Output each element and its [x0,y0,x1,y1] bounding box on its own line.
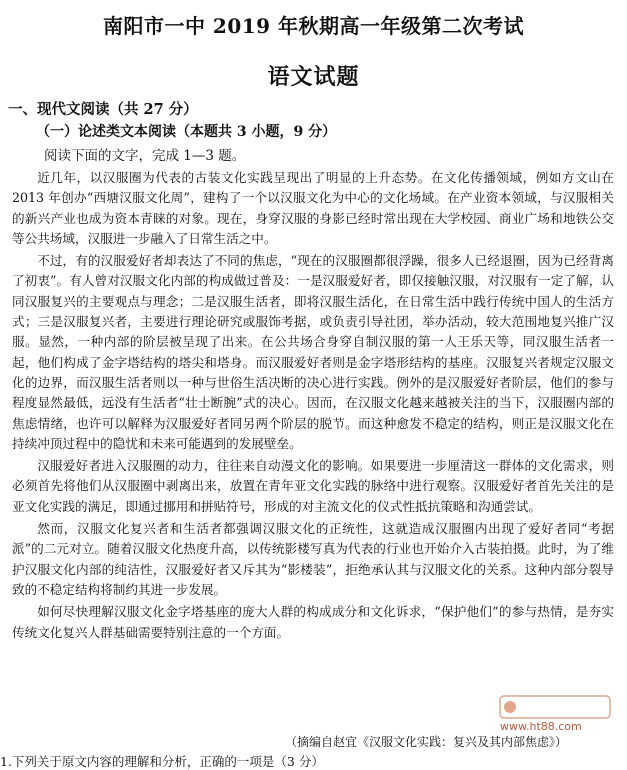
subsection-heading: （一）论述类文本阅读（本题共 3 小题，9 分） [36,124,337,140]
subject-title: 语文试题 [267,64,360,90]
question-1: 1.下列关于原文内容的理解和分析，正确的一项是（3 分） [0,754,324,769]
article-source: （摘编自赵宜《汉服文化实践：复兴及其内部焦虑》） [284,735,567,749]
section-heading: 一、现代文阅读（共 27 分） [8,101,198,118]
article-paragraph: 不过，有的汉服爱好者却表达了不同的焦虑，“现在的汉服圈都很浮躁，很多人已经退圈，因为已经背离了初衷”。有人曾对汉服文化内部的构成做过普及：一是汉服爱好者，即仅接触汉服，对汉服有一定了解，认同汉服复兴的主要观点与理念；二是汉服生活者，即将汉服生活化，在日常生活中践行传统中国人的生活方式；三是汉服复兴者，主要进行理论研究或服饰考据，或负责引导社团，举办活动，较大范围地复兴推广汉服。显然，一种内部的阶层被呈现了出来。在公共场合身穿自制汉服的第一人王乐天等，同汉服生活者一起，他们构成了金字塔结构的塔尖和塔身。而汉服爱好者则是金字塔形结构的基座。汉服复兴者规定汉服文化的边界，而汉服生活者则以一种与世俗生活决断的决心进行实践。例外的是汉服爱好者阶层，他们的参与程度显然最低，远没有生活者“壮士断腕”式的决心。因而，在汉服文化越来越被关注的当下，汉服圈内部的焦虑情绪，也许可以解释为汉服爱好者同另两个阶层的脱节。而这种愈发不稳定的结构，则正是汉服文化在持续冲顶过程中的隐忧和未来可能遇到的发展壁垒。 [12,253,614,451]
watermark-text: www.ht88.com [500,720,582,733]
article-paragraph: 近几年，以汉服圈为代表的古装文化实践呈现出了明显的上升态势。在文化传播领域，例如方文山在 2013 年创办“西塘汉服文化周”，建构了一个以汉服文化为中心的文化场域。在产业资本领域，与汉服相关的新兴产业也成为资本青睐的对象。现在，身穿汉服的身影已经时常出现在大学校园、商业广场和地铁公交等公共场域，汉服进一步融入了日常生活之中。 [12,170,614,246]
exam-title: 南阳市一中 2019 年秋期高一年级第二次考试 [102,14,525,38]
article-paragraph: 汉服爱好者进入汉服圈的动力，往往来自动漫文化的影响。如果要进一步厘清这一群体的文化需求，则必须首先将他们从汉服圈中剥离出来，放置在青年亚文化实践的脉络中进行观察。汉服爱好者首先关注的是亚文化实践的满足，即通过挪用和拼贴符号，形成的对主流文化的仪式性抵抗策略和沟通尝试。 [12,458,614,514]
article-body [12,168,614,645]
article-paragraph: 然而，汉服文化复兴者和生活者都强调汉服文化的正统性，这就造成汉服圈内出现了爱好者同“考据派”的二元对立。随着汉服文化热度升高，以传统影楼写真为代表的行业也开始介入古装拍摄。此时，为了维护汉服文化内部的纯洁性，汉服爱好者又斥其为“影楼装”，拒绝承认其与汉服文化的关系。这种内部分裂导致的不稳定结构将制约其进一步发展。 [12,521,614,597]
article-paragraph: 如何尽快理解汉服文化金字塔基座的庞大人群的构成成分和文化诉求，“保护他们”的参与热情，是夯实传统文化复兴人群基础需要特别注意的一个方面。 [12,604,614,640]
reading-instruction: 阅读下面的文字，完成 1—3 题。 [44,148,246,164]
